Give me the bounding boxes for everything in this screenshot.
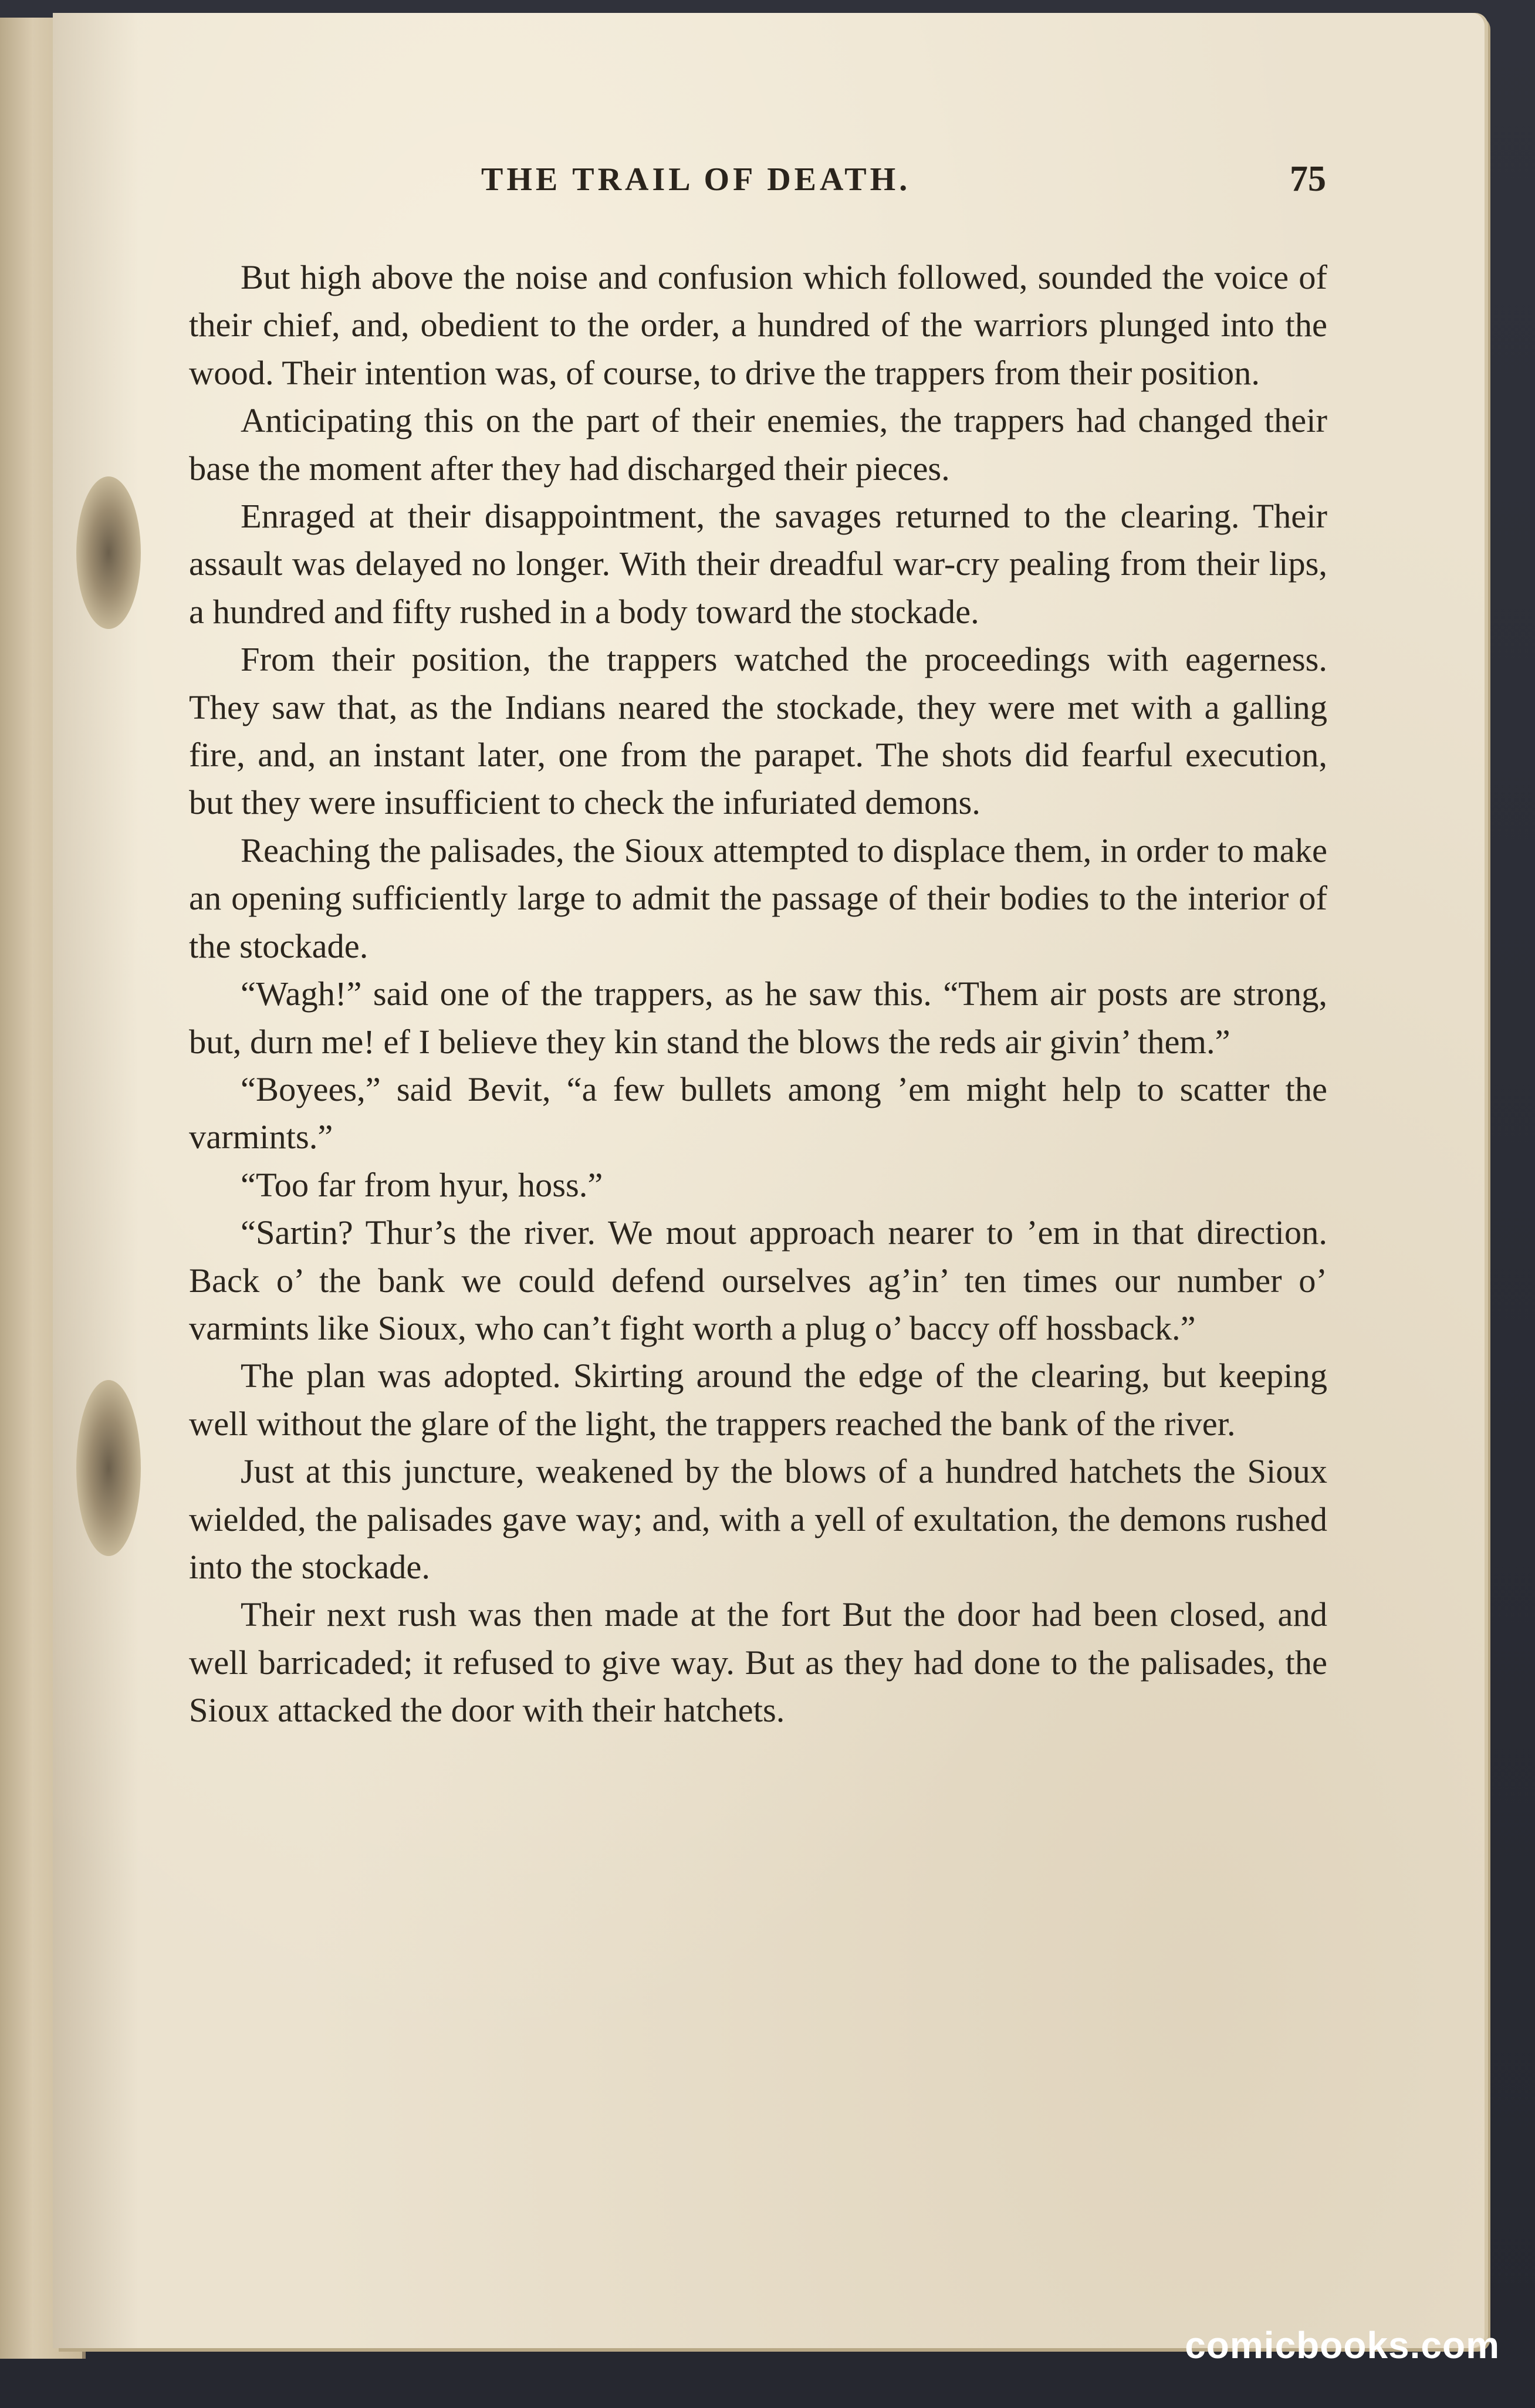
paragraph: The plan was adopted. Skirting around the edge of the clearing, but keeping well without the glare of the light, the trappers reached the bank of the river.	[189, 1357, 1327, 1443]
paragraph: “Sartin? Thur’s the river. We mout approach nearer to ’em in that direction. Back o’ the bank we could defend ourselves ag’in’ ten times our number o’ varmints like Sioux, who can’t fight worth a plug o’ baccy off hossback.”	[189, 1213, 1327, 1347]
paragraph: “Wagh!” said one of the trappers, as he saw this. “Them air posts are strong, but, durn me! ef I believe they kin stand the blows the reds air givin’ them.”	[189, 975, 1327, 1061]
paragraph: Just at this juncture, weakened by the blows of a hundred hatchets the Sioux wielded, the palisades gave way; and, with a yell of exultation, the demons rushed into the stockade.	[189, 1452, 1327, 1586]
paragraph: But high above the noise and confusion which followed, sounded the voice of their chief, and, obedient to the order, a hundred of the warriors plunged into the wood. Their intention was, of course, to drive the trappers from their position.	[189, 258, 1327, 392]
paragraph: “Too far from hyur, hoss.”	[241, 1165, 603, 1204]
page-number: 75	[1290, 159, 1326, 199]
paragraph: Enraged at their disappointment, the savages returned to the clearing. Their assault was delayed no longer. With their dreadful war-cry pealing from their lips, a hundred and fifty rushed in a body toward the stockade.	[189, 497, 1327, 631]
paragraph: Reaching the palisades, the Sioux attempted to displace them, in order to make an opening sufficiently large to admit the passage of their bodies to the interior of the stockade.	[189, 831, 1327, 965]
running-title: THE TRAIL OF DEATH.	[481, 161, 911, 198]
paragraph: Anticipating this on the part of their enemies, the trappers had changed their base the moment after they had discharged their pieces.	[189, 401, 1327, 488]
body-text	[189, 253, 1327, 1734]
page-header	[481, 161, 1326, 214]
paragraph: From their position, the trappers watched the proceedings with eagerness. They saw that, as the Indians neared the stockade, they were met with a galling fire, and, an instant later, one from the parapet. The shots did fearful execution, but they were insufficient to check the infuriated demons.	[189, 640, 1327, 822]
binding-hole	[76, 1380, 141, 1556]
paragraph: “Boyees,” said Bevit, “a few bullets among ’em might help to scatter the varmints.”	[189, 1070, 1327, 1156]
paragraph: Their next rush was then made at the fort But the door had been closed, and well barricaded; it refused to give way. But as they had done to the palisades, the Sioux attacked the door with their hatchets.	[189, 1595, 1327, 1730]
binding-hole	[76, 476, 141, 629]
watermark: comicbooks.com	[1185, 2324, 1500, 2366]
